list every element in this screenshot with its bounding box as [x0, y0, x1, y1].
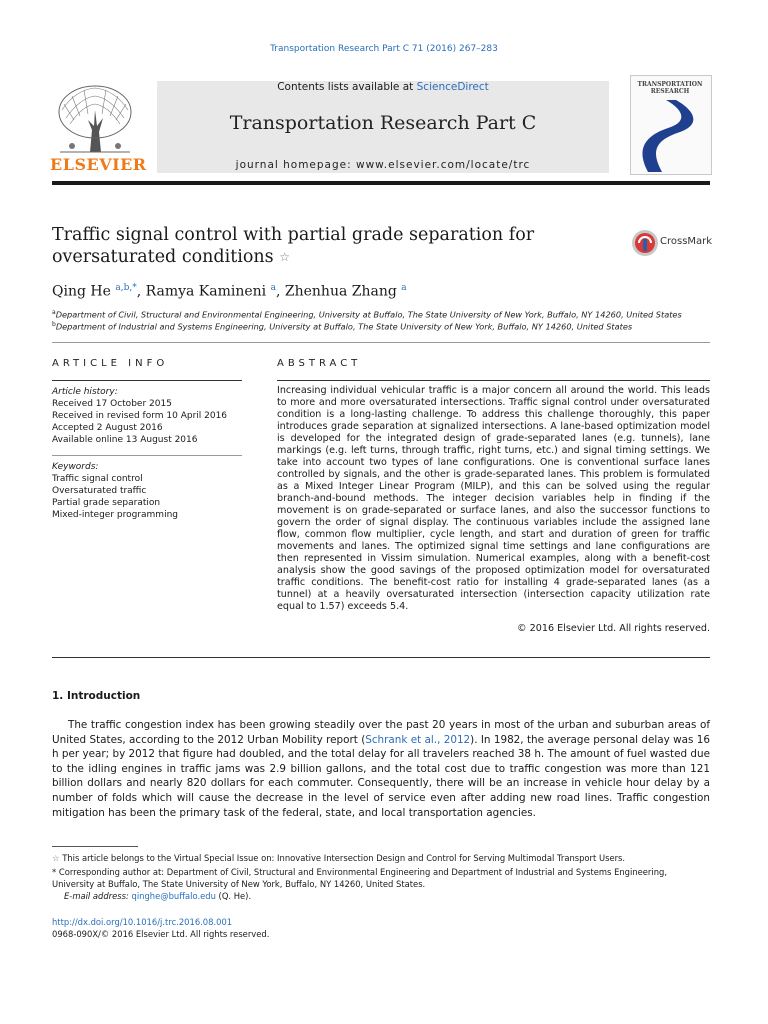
- author-name: Ramya Kamineni: [145, 283, 267, 300]
- title-footnote-star-icon[interactable]: ☆: [279, 250, 290, 264]
- article-info-rule: [52, 380, 242, 381]
- intro-text-end: ). In 1982, the average personal delay was 16 h per year; by 2012 that figure had doubled, and the total delay for all travelers reached 38 h. The amount of fuel wasted due to the idling engines in traffic jams was 2.9 billion gallons, and the total cost due to traffic congestion was more than 121 billion dollars and nearly 820 dollars for each commuter. Consequently, there will be an increase in vehicle hour delay by a number of folds which will cause the decrease in the level of service even after adding new road lines. Traffic congestion mitigation has been the primary task of the federal, state, and local transportation agencies.: [52, 733, 710, 819]
- footnote-corresponding-author: [52, 867, 710, 890]
- affiliation-a: [52, 309, 682, 320]
- journal-citation[interactable]: Transportation Research Part C 71 (2016) 267–283: [270, 44, 498, 54]
- footnote-special-issue: [52, 853, 710, 865]
- paper-title: [52, 224, 612, 268]
- doi-link[interactable]: http://dx.doi.org/10.1016/j.trc.2016.08.001: [52, 917, 233, 927]
- crossmark-label[interactable]: CrossMark: [660, 236, 713, 247]
- cover-road-graphic: [632, 100, 708, 172]
- abstract-copyright: © 2016 Elsevier Ltd. All rights reserved.: [516, 623, 710, 634]
- history-item: Available online 13 August 2016: [52, 435, 198, 445]
- history-item: Accepted 2 August 2016: [52, 423, 163, 433]
- keyword-item: Mixed-integer programming: [52, 510, 178, 520]
- author-affiliation-mark[interactable]: a: [270, 283, 276, 293]
- reference-link[interactable]: Schrank et al., 2012: [365, 733, 471, 746]
- section-divider: [52, 342, 710, 343]
- history-item: Received in revised form 10 April 2016: [52, 411, 228, 421]
- keywords-label: Keywords:: [52, 462, 99, 472]
- abstract-rule: [277, 380, 710, 381]
- affiliation-text: Department of Civil, Structural and Environmental Engineering, University at Buffalo, The State University of New York, Buffalo, NY 14260, United States: [55, 309, 682, 320]
- email-link[interactable]: qinghe@buffalo.edu: [131, 891, 216, 901]
- email-label: E-mail address:: [64, 891, 129, 901]
- affiliation-text: Department of Industrial and Systems Engineering, University at Buffalo, The State University of New York, Buffalo, NY 14260, United States: [55, 321, 633, 332]
- journal-homepage[interactable]: journal homepage: www.elsevier.com/locate/trc: [235, 159, 531, 171]
- footnote-text: Corresponding author at: Department of Civil, Structural and Environmental Engineering and Department of Industrial and Systems Engineering, University at Buffalo, The State University of New York, Buffalo, NY 14260, United States.: [52, 867, 667, 889]
- issn-copyright: 0968-090X/© 2016 Elsevier Ltd. All rights reserved.: [52, 929, 270, 939]
- abstract-end-rule: [52, 657, 710, 658]
- article-history: [52, 386, 242, 446]
- paper-title-line2: oversaturated conditions: [52, 247, 274, 267]
- keyword-item: Traffic signal control: [52, 474, 143, 484]
- article-info-heading: ARTICLE INFO: [52, 358, 169, 369]
- abstract-heading: ABSTRACT: [277, 358, 362, 369]
- keywords-rule: [52, 455, 242, 456]
- elsevier-wordmark: ELSEVIER: [50, 155, 147, 174]
- author-list: [52, 283, 407, 300]
- introduction-paragraph: [52, 718, 710, 820]
- sciencedirect-link[interactable]: ScienceDirect: [416, 81, 489, 93]
- author-name: Zhenhua Zhang: [284, 283, 397, 300]
- affiliation-mark: a: [52, 309, 56, 316]
- affiliation-b: [52, 321, 632, 332]
- introduction-heading: 1. Introduction: [52, 690, 141, 702]
- cover-title: TRANSPORTATION RESEARCH: [637, 81, 703, 95]
- email-suffix: (Q. He).: [215, 891, 252, 901]
- keyword-item: Partial grade separation: [52, 498, 161, 508]
- footnote-divider: [52, 846, 138, 847]
- header-divider: [52, 181, 710, 185]
- history-item: Received 17 October 2015: [52, 399, 172, 409]
- author-separator: ,: [136, 283, 146, 300]
- author-affiliation-mark[interactable]: a: [401, 283, 407, 293]
- affiliation-mark: b: [52, 321, 56, 328]
- author-name: Qing He: [52, 283, 111, 300]
- contents-line: [157, 81, 609, 93]
- journal-title: Transportation Research Part C: [229, 112, 537, 134]
- intro-text-start: The traffic congestion index has been growing steadily over the past 20 years in most of the urban and suburban areas of United States, according to the 2012 Urban Mobility report (: [52, 719, 710, 746]
- footnote-text: This article belongs to the Virtual Special Issue on: Innovative Intersection Design and Control for Serving Multimodal Transport Users.: [62, 853, 626, 863]
- author-separator: ,: [275, 283, 285, 300]
- paper-title-line1: Traffic signal control with partial grade separation for: [52, 225, 535, 245]
- keyword-item: Oversaturated traffic: [52, 486, 147, 496]
- article-history-label: Article history:: [52, 387, 118, 397]
- author-affiliation-mark[interactable]: a,b,*: [115, 283, 137, 293]
- footnote-asterisk-icon: *: [52, 867, 57, 877]
- abstract-text: Increasing individual vehicular traffic is a major concern all around the world. This leads to more and more oversaturated intersections. Traffic signal control under oversaturated condition is a long-lasting challenge. To address this challenge thoroughly, this paper introduces grade separation at signalized intersections. A lane-based optimization model is developed for the integrated design of grade-separated lanes (e.g. tunnels), lane markings (e.g. left turns, through traffic, right turns, etc.) and signal timing settings. We take into account two types of lane configurations. One is conventional surface lanes controlled by signals, and the other is grade-separated lanes. This problem is formulated as a Mixed Integer Linear Program (MILP), and this can be solved using the regular branch-and-bound methods. The integer decision variables help in finding if the movement is on grade-separated or surface lanes, and also the successor functions to govern the order of signal display. The continuous variables include the assigned lane flow, common flow multiplier, cycle length, and start and duration of green for traffic movements and lanes. The optimized signal time settings and lane configurations are then represented in Vissim simulation. Numerical examples, along with a benefit-cost analysis show the good savings of the proposed optimization model for oversaturated traffic conditions. The benefit-cost ratio for installing 4 grade-separated lanes (as a tunnel) at a heavily oversaturated intersection (intersection capacity utilization rate equal to 1.57) exceeds 5.4.: [277, 385, 710, 612]
- keywords-list: [52, 461, 242, 521]
- contents-prefix: Contents lists available at: [277, 81, 417, 93]
- footnote-email: [52, 891, 710, 903]
- footnote-star-icon: ☆: [52, 853, 60, 863]
